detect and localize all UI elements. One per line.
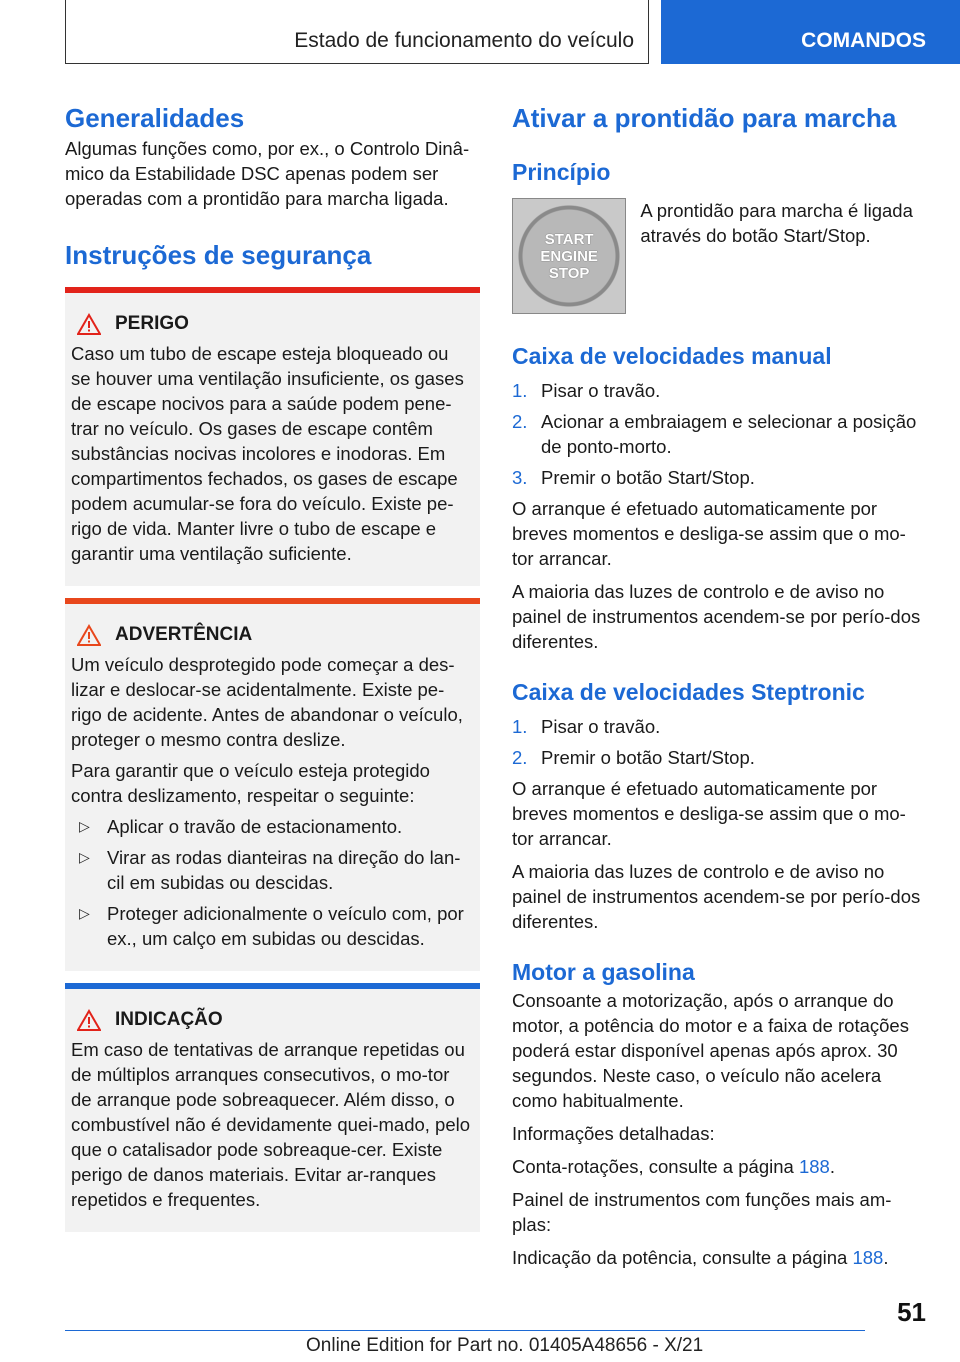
- gasolina-text-2: Informações detalhadas:: [512, 1123, 715, 1144]
- principio-row: [512, 198, 926, 314]
- perigo-box: [65, 287, 480, 586]
- bullet-triangle-icon: ▷: [79, 818, 90, 834]
- gasolina-text-3: Painel de instrumentos com funções mais am-plas:: [512, 1189, 892, 1235]
- principio-text: A prontidão para marcha é ligada através do botão Start/Stop.: [640, 200, 913, 246]
- right-column: [512, 100, 926, 1270]
- warning-triangle-icon: [77, 313, 101, 335]
- page-link[interactable]: 188: [798, 1156, 830, 1177]
- steptronic-text-1: O arranque é efetuado automaticamente por breves momentos e desliga-se assim que o mo-tor arrancar.: [512, 778, 906, 849]
- page-number: 51: [897, 1297, 926, 1327]
- perigo-label: PERIGO: [115, 313, 189, 334]
- list-item: 1. Pisar o travão.: [512, 380, 661, 401]
- footer-edition-text: Online Edition for Part no. 01405A48656 - X/21: [306, 1335, 704, 1356]
- list-item: 1. Pisar o travão.: [512, 716, 661, 737]
- steptronic-text-2: A maioria das luzes de controlo e de aviso no painel de instrumentos acendem-se por perío-dos diferentes.: [512, 861, 921, 932]
- left-column: [65, 100, 480, 1232]
- list-item: ▷ Aplicar o travão de estacionamento.: [79, 816, 403, 837]
- generalidades-heading: Generalidades: [65, 103, 245, 133]
- advertencia-text-1: Um veículo desprotegido pode começar a des-lizar e deslocar-se acidentalmente. Existe pe-rigo de acidente. Antes de abandonar o veículo, proteger o mesmo contra deslize.: [71, 654, 463, 750]
- list-item: 2. Acionar a embraiagem e selecionar a posição de ponto-morto.: [512, 411, 917, 457]
- reference-conta-rotacoes: Conta-rotações, consulte a página 188.: [512, 1156, 835, 1177]
- manual-text-2: A maioria das luzes de controlo e de aviso no painel de instrumentos acendem-se por perío-dos diferentes.: [512, 581, 921, 652]
- principio-heading: Princípio: [512, 159, 611, 185]
- indicacao-text: Em caso de tentativas de arranque repetidas ou de múltiplos arranques consecutivos, o mo-tor de arranque pode sobreaquecer. Além disso, o combustível não é devidamente quei-mado, pelo que o catalisador pode sobreaque-cer. Existe perigo de danos materiais. Evitar ar-ranques repetidos e frequentes.: [71, 1039, 471, 1210]
- page-link[interactable]: 188: [852, 1247, 884, 1268]
- indicacao-box: [65, 983, 480, 1232]
- gasolina-heading: Motor a gasolina: [512, 959, 695, 985]
- header-section-frame: [65, 0, 649, 64]
- reference-indicacao-potencia: Indicação da potência, consulte a página 188.: [512, 1247, 889, 1268]
- list-item: ▷ Proteger adicionalmente o veículo com, por ex., um calço em subidas ou descidas.: [79, 903, 464, 949]
- perigo-text: Caso um tubo de escape esteja bloqueado ou se houver uma ventilação insuficiente, os gases de escape nocivos para a saúde podem pene-trar no veículo. Os gases de escape contêm substâncias nocivas incolores e inodoras. Em compartimentos fechados, os gases de escape podem acumular-se fora do veículo. Existe pe-rigo de vida. Manter livre o tubo de escape e garantir uma ventilação suficiente.: [71, 343, 464, 564]
- list-item: 3. Premir o botão Start/Stop.: [512, 467, 755, 488]
- bullet-triangle-icon: ▷: [79, 849, 90, 865]
- manual-text-1: O arranque é efetuado automaticamente por breves momentos e desliga-se assim que o mo-tor arrancar.: [512, 498, 906, 569]
- seguranca-heading: Instruções de segurança: [65, 240, 372, 270]
- chapter-tab[interactable]: [661, 0, 960, 64]
- gasolina-text-1: Consoante a motorização, após o arranque do motor, a potência do motor e a faixa de rotações poderá estar disponível apenas após aprox. 30 segundos. Neste caso, o veículo não acelera como habitualmente.: [512, 990, 909, 1111]
- list-item: ▷ Virar as rodas dianteiras na direção do lan-cil em subidas ou descidas.: [79, 847, 461, 893]
- bullet-triangle-icon: ▷: [79, 905, 90, 921]
- start-stop-button-image: START ENGINE STOP: [512, 198, 626, 314]
- generalidades-text: Algumas funções como, por ex., o Controlo Dinâ-mico da Estabilidade DSC apenas podem ser operadas com a prontidão para marcha ligada.: [65, 138, 470, 209]
- advertencia-label: ADVERTÊNCIA: [115, 624, 253, 645]
- list-item: 2. Premir o botão Start/Stop.: [512, 747, 755, 768]
- footer-divider: [65, 1330, 865, 1331]
- main-heading: Ativar a prontidão para marcha: [512, 103, 897, 133]
- steptronic-heading: Caixa de velocidades Steptronic: [512, 679, 865, 705]
- warning-triangle-icon: [77, 1009, 101, 1031]
- section-title: Estado de funcionamento do veículo: [294, 29, 634, 52]
- advertencia-text-2: Para garantir que o veículo esteja protegido contra deslizamento, respeitar o seguinte:: [71, 760, 430, 806]
- manual-heading: Caixa de velocidades manual: [512, 343, 832, 369]
- advertencia-box: [65, 598, 480, 971]
- indicacao-label: INDICAÇÃO: [115, 1009, 223, 1030]
- warning-triangle-icon: [77, 624, 101, 646]
- chapter-tab-label: COMANDOS: [801, 29, 926, 52]
